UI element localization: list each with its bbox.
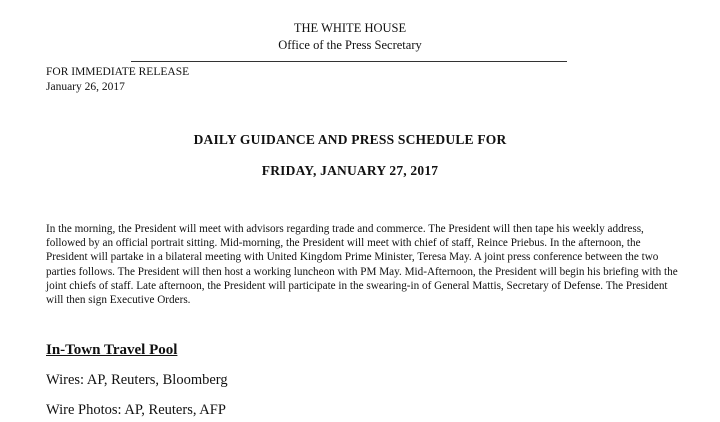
office-name: Office of the Press Secretary — [278, 38, 422, 52]
release-date: January 26, 2017 — [46, 81, 125, 93]
travel-pool-heading: In-Town Travel Pool — [46, 342, 178, 358]
document-title-line-1: DAILY GUIDANCE AND PRESS SCHEDULE FOR — [193, 132, 507, 147]
schedule-paragraph: In the morning, the President will meet with advisors regarding trade and commerce. The President will then tape his weekly address, followed by an official portrait sitting. Mid-morning, the President will meet with chief of staff, Reince Priebus. In the afternoon, the President will partake in a bilateral meeting with United Kingdom Prime Minister, Teresa May. A joint press conference between the two parties follows. The President will then host a working luncheon with PM May. Mid-Afternoon, the President will begin his briefing with the joint chiefs of staff. Late afternoon, the President will participate in the swearing-in of General Mattis, Secretary of Defense. The President will then sign Executive Orders. — [46, 223, 678, 307]
release-label: FOR IMMEDIATE RELEASE — [46, 66, 190, 78]
org-name: THE WHITE HOUSE — [293, 21, 407, 35]
header-divider — [131, 61, 567, 62]
travel-pool-wires: Wires: AP, Reuters, Bloomberg — [46, 372, 228, 388]
letterhead — [150, 20, 550, 54]
travel-pool-photos: Wire Photos: AP, Reuters, AFP — [46, 402, 226, 418]
release-block — [46, 65, 189, 95]
document-title-line-2: FRIDAY, JANUARY 27, 2017 — [261, 163, 439, 178]
